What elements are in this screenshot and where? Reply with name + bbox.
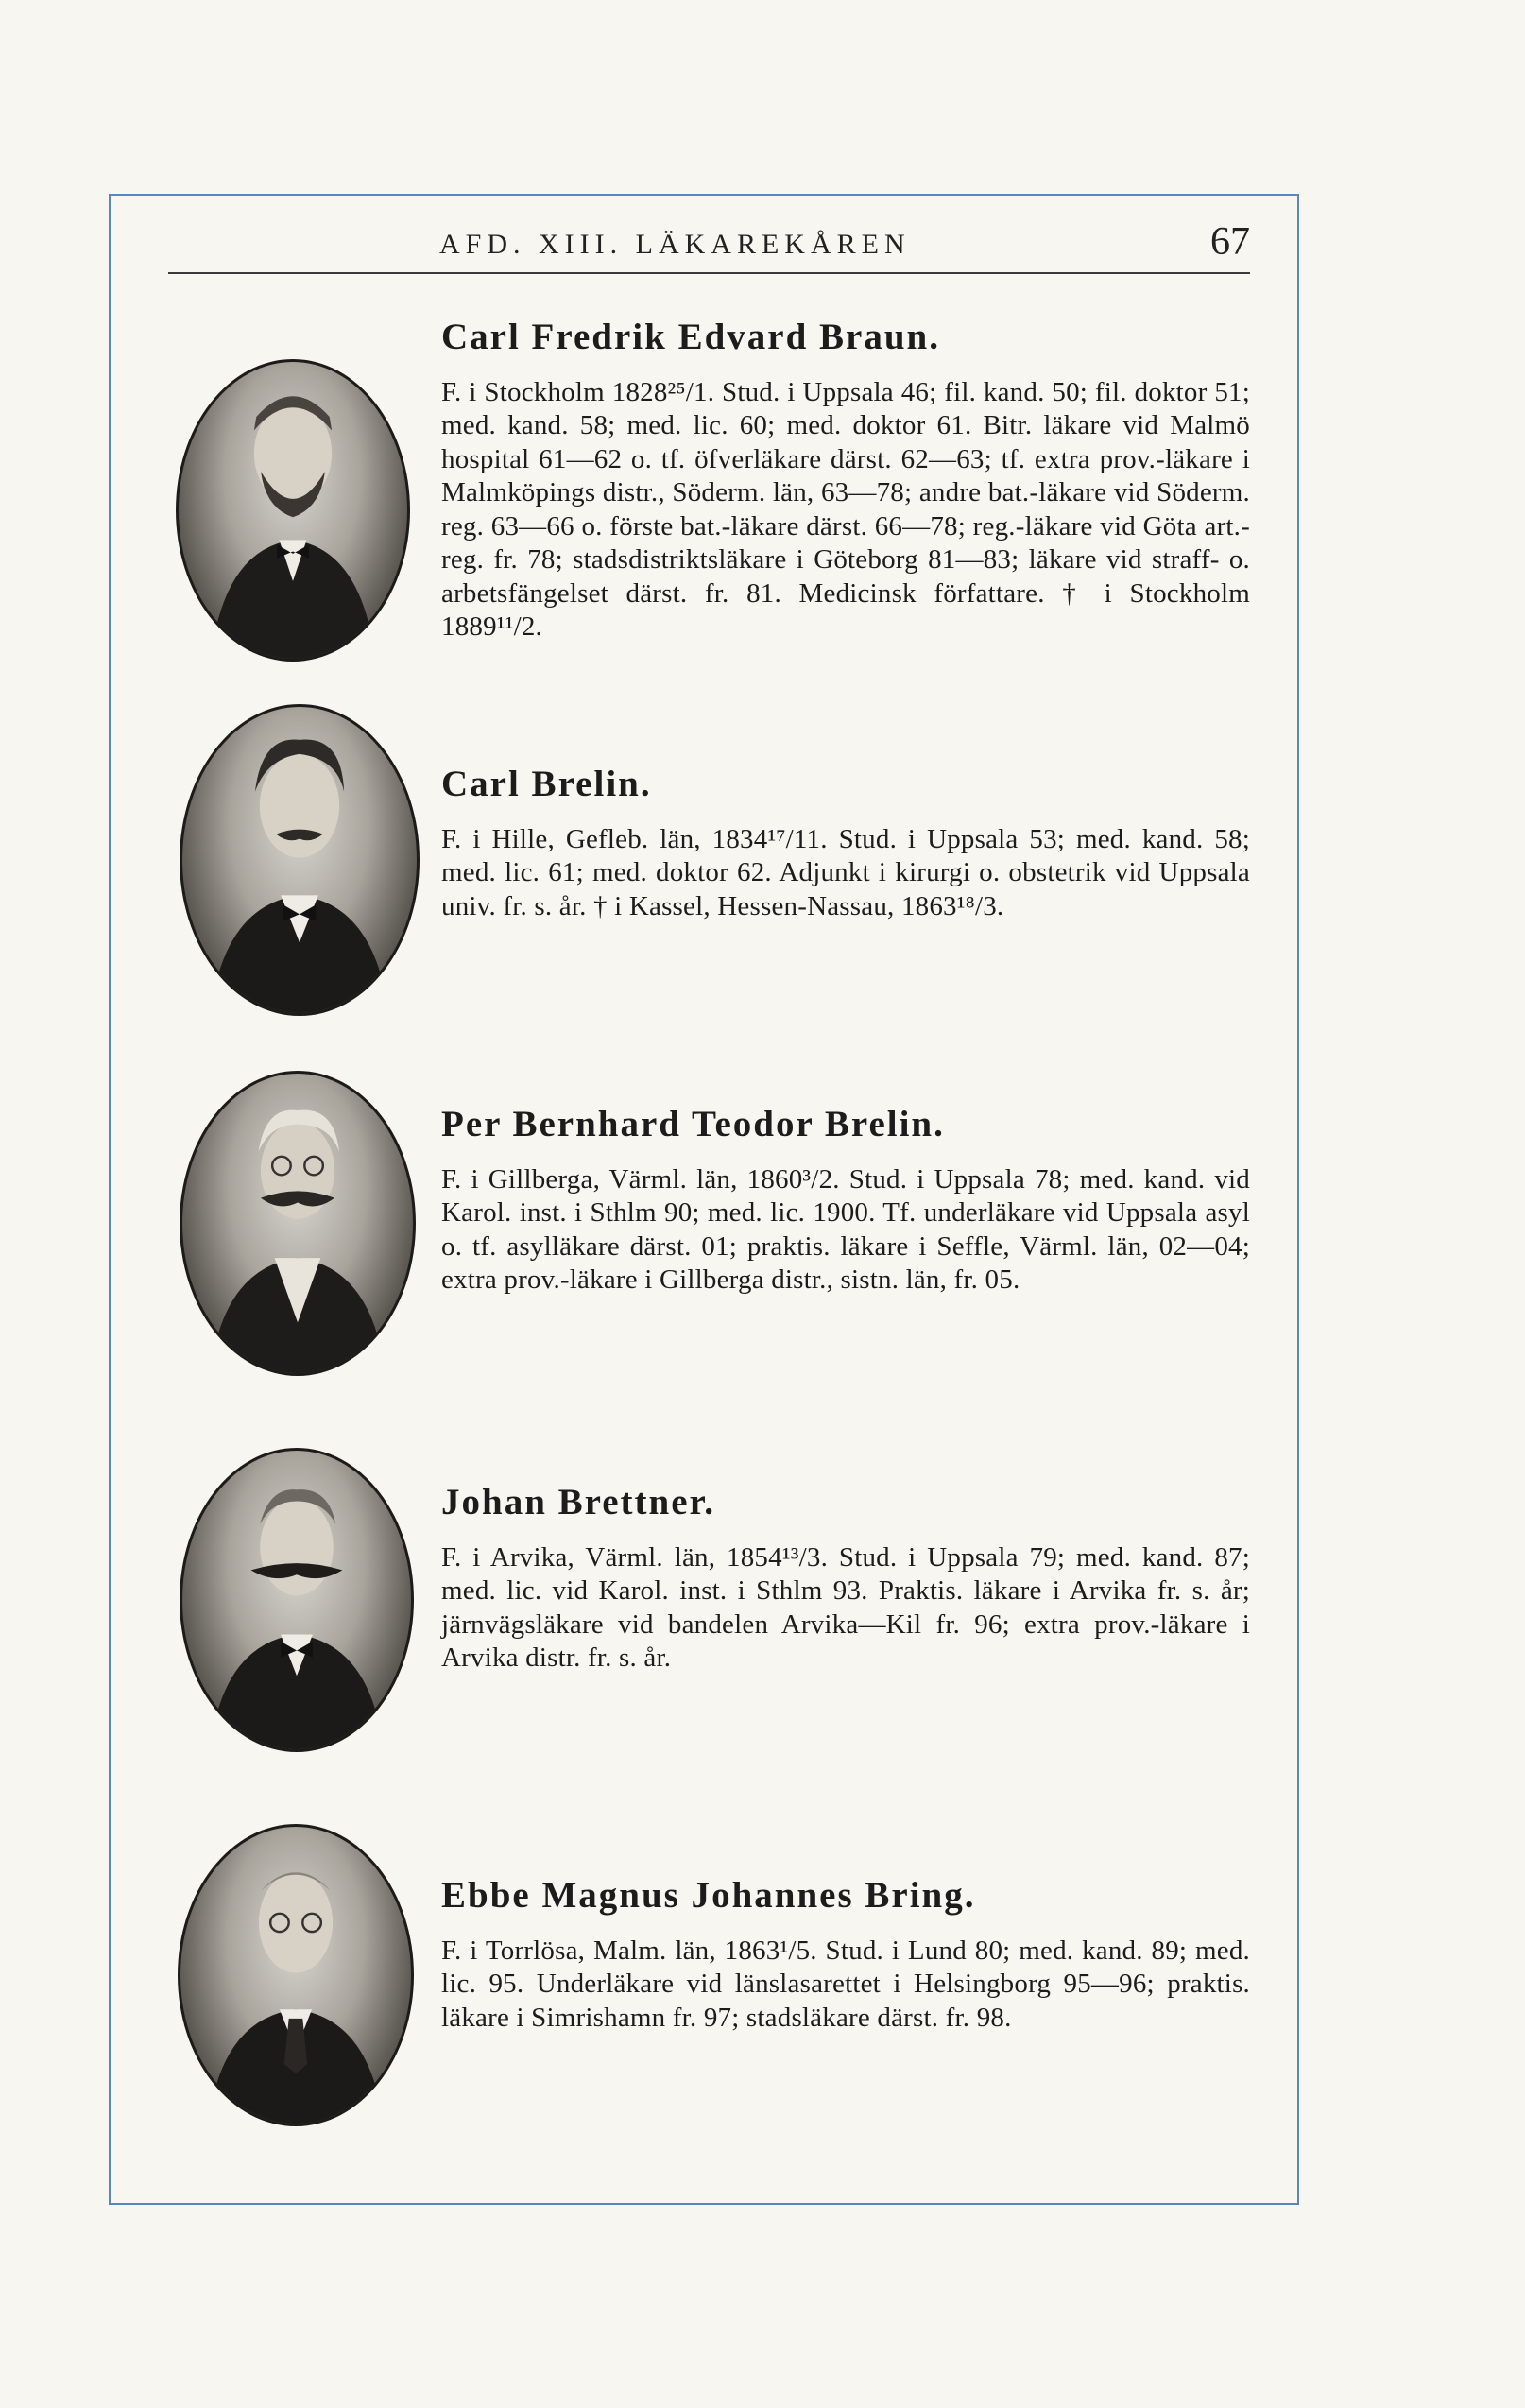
biography-text: F. i Stockholm 1828²⁵/1. Stud. i Uppsala 46; fil. kand. 50; fil. doktor 51; med. kand. 58; med. lic. 60; med. doktor 61. Bitr. läkare vid Malmö hospital 61—62 o. tf. öfverläkare därst. 62—63; tf. extra prov.-läkare i Malmköpings distr., Söderm. län, 63—78; andre bat.-läkare vid Söderm. reg. 63—66 o. förste bat.-läkare därst. 66—78; reg.-läkare vid Göta art.-reg. fr. 78; stadsdistriktsläkare i Göteborg 81—83; läkare vid straff- o. arbetsfängelset därst. fr. 81. Medicinsk författare. † i Stockholm 1889¹¹/2. xyxy=(441,376,1250,643)
person-name: Carl Brelin. xyxy=(441,764,652,804)
biography-entry xyxy=(441,1104,1250,1298)
person-name: Johan Brettner. xyxy=(441,1482,716,1522)
biography-text: F. i Arvika, Värml. län, 1854¹³/3. Stud. i Uppsala 79; med. kand. 87; med. lic. vid Karol. inst. i Sthlm 93. Praktis. läkare i Arvika fr. s. år; järnvägsläkare vid bandelen Arvika—Kil fr. 96; extra prov.-läkare i Arvika distr. fr. s. år. xyxy=(441,1541,1250,1674)
biography-entry xyxy=(441,764,1250,923)
biography-text: F. i Torrlösa, Malm. län, 1863¹/5. Stud. i Lund 80; med. kand. 89; med. lic. 95. Underläkare vid länslasarettet i Helsingborg 95—96; praktis. läkare i Simrishamn fr. 97; stadsläkare därst. fr. 98. xyxy=(441,1935,1250,2033)
biography-text: F. i Hille, Gefleb. län, 1834¹⁷/11. Stud. i Uppsala 53; med. kand. 58; med. lic. 61; med. doktor 62. Adjunkt i kirurgi o. obstetrik vid Uppsala univ. fr. s. år. † i Kassel, Hessen-Nassau, 1863¹⁸/3. xyxy=(441,823,1250,921)
person-name: Per Bernhard Teodor Brelin. xyxy=(441,1104,945,1144)
running-header xyxy=(168,219,1250,274)
person-name: Carl Fredrik Edvard Braun. xyxy=(441,317,940,357)
page-number: 67 xyxy=(1210,220,1250,264)
portrait-photo-mustached-man-icon xyxy=(180,704,420,1016)
portrait-photo-man-with-mustache-icon xyxy=(180,1448,414,1752)
section-title: AFD. XIII. LÄKAREKÅREN xyxy=(439,229,911,260)
biography-entry xyxy=(441,1875,1250,2035)
portrait-photo-bearded-man-icon xyxy=(176,359,410,662)
person-name: Ebbe Magnus Johannes Bring. xyxy=(441,1875,976,1916)
biography-entry xyxy=(441,1482,1250,1676)
biography-text: F. i Gillberga, Värml. län, 1860³/2. Stud. i Uppsala 78; med. kand. vid Karol. inst. i Sthlm 90; med. lic. 1900. Tf. underläkare vid Uppsala asyl o. tf. asylläkare därst. 01; praktis. läkare i Seffle, Värml. län, 02—04; extra prov.-läkare i Gillberga distr., sistn. län, fr. 05. xyxy=(441,1163,1250,1296)
portrait-photo-man-with-pince-nez-icon xyxy=(178,1824,414,2126)
portrait-photo-man-with-spectacles-icon xyxy=(180,1071,416,1376)
biography-entry xyxy=(441,317,1250,645)
